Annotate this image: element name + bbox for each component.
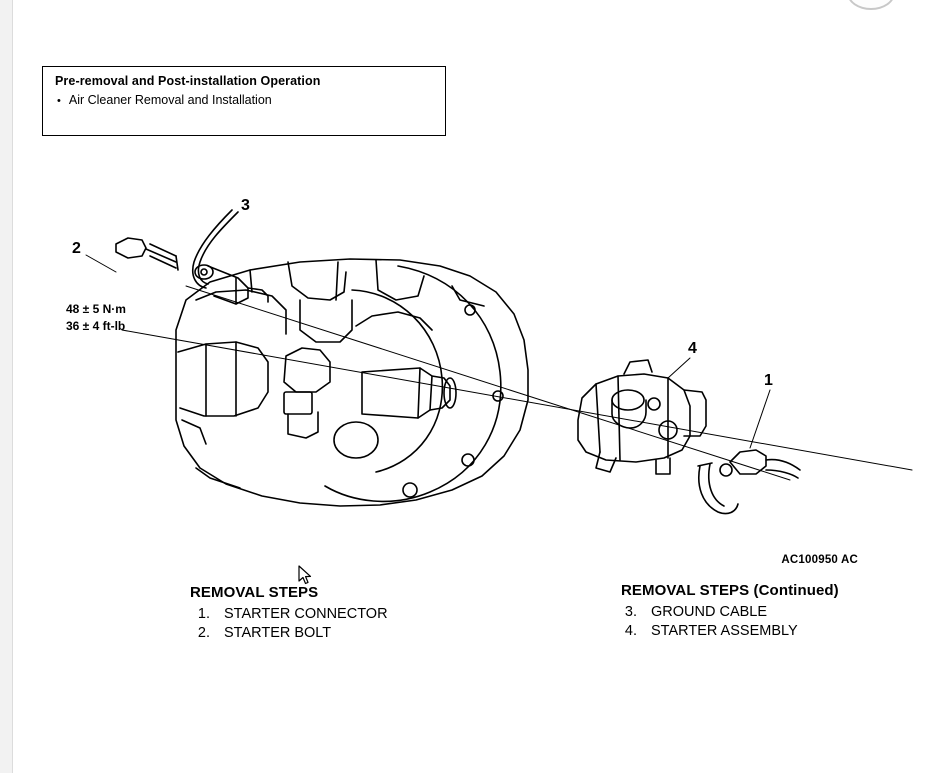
pre-removal-note-bullet (57, 93, 272, 107)
callout-number-1: 1 (764, 372, 773, 389)
callout-number-3: 3 (241, 197, 250, 214)
step-label: STARTER ASSEMBLY (651, 623, 798, 639)
removal-steps-left (190, 584, 388, 641)
mouse-cursor-icon (296, 565, 314, 587)
step-number: 4. (624, 623, 637, 639)
callout-number-2: 2 (72, 240, 81, 257)
callout-number-4: 4 (688, 340, 697, 357)
list-item (621, 623, 839, 639)
list-item (190, 625, 388, 641)
step-label: STARTER CONNECTOR (224, 606, 388, 622)
removal-steps-right-heading: REMOVAL STEPS (Continued) (621, 582, 839, 599)
step-number: 1. (197, 606, 210, 622)
step-number: 2. (197, 625, 210, 641)
pre-removal-note-bullet-text: Air Cleaner Removal and Installation (68, 93, 272, 107)
removal-steps-left-heading: REMOVAL STEPS (190, 584, 319, 601)
step-label: GROUND CABLE (651, 604, 768, 620)
torque-spec-nm: 48 ± 5 N·m (66, 302, 126, 316)
page-left-gutter (0, 0, 13, 773)
list-item (190, 606, 388, 622)
removal-steps-right (621, 582, 839, 639)
pre-removal-note-title: Pre-removal and Post-installation Operation (55, 74, 321, 88)
pre-removal-note-box (42, 66, 446, 136)
list-item (621, 604, 839, 620)
figure-code: AC100950 AC (781, 554, 858, 566)
torque-spec (66, 301, 126, 335)
step-number: 3. (624, 604, 637, 620)
decorative-arc (847, 0, 895, 10)
step-label: STARTER BOLT (224, 625, 332, 641)
bullet-icon: • (57, 95, 61, 107)
torque-spec-ftlb: 36 ± 4 ft-lb (66, 319, 126, 333)
